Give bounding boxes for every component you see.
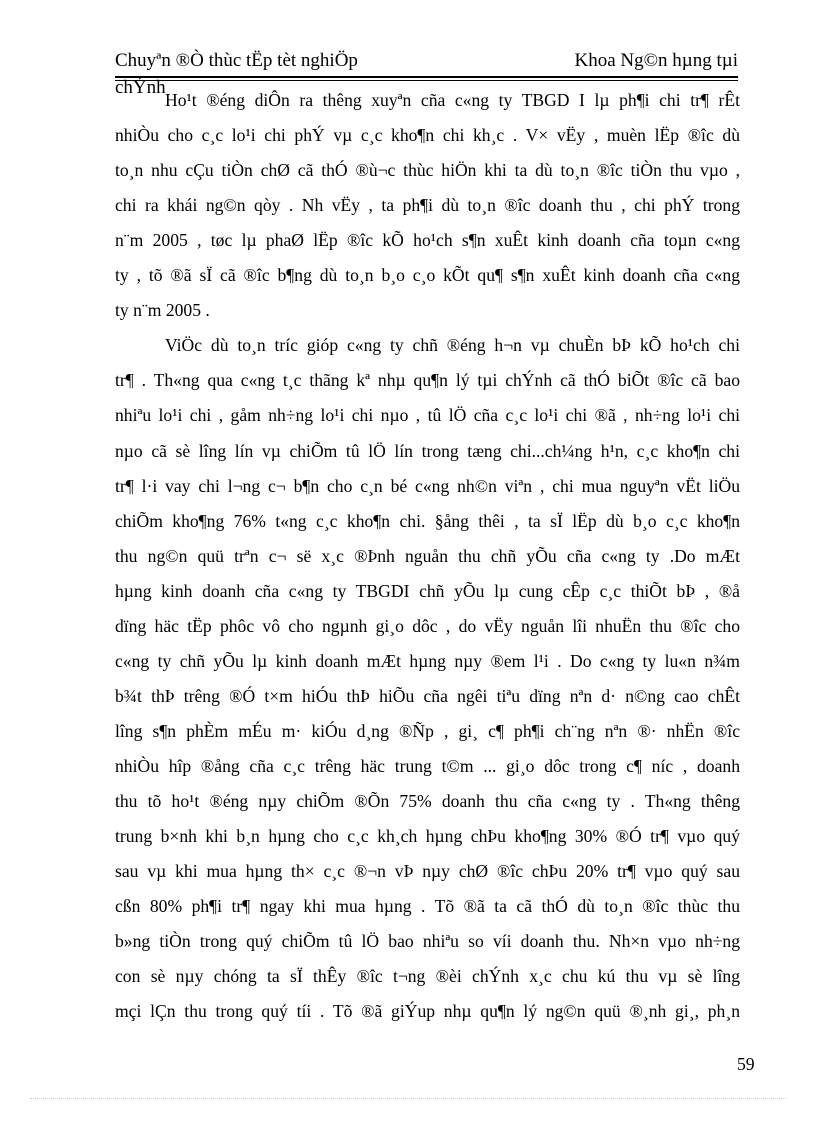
body-text-line: dïng häc tËp phôc vô cho ngµnh gi¸o dôc , do vËy nguån lîi nhuËn thu ®îc cho	[115, 615, 740, 636]
header-title-continuation: chÝnh	[115, 77, 166, 98]
body-text-line: con sè nµy chóng ta sÏ thÊy ®îc t¬ng ®èi chÝnh x¸c chu kú thu vµ sè lîng	[115, 966, 740, 987]
body-text-line: chi ra khái ng©n qòy . Nh vËy , ta ph¶i dù to¸n ®îc doanh thu , chi phÝ trong	[115, 195, 740, 216]
body-text-line: tr¶ . Th«ng qua c«ng t¸c thãng kª nhµ qu¶n lý tµi chÝnh cã thÓ biÕt ®îc cã bao	[115, 370, 740, 391]
body-text-line: tr¶ l·i vay chi l¬ng c¬ b¶n cho c¸n bé c«ng nh©n viªn , chi mua nguyªn vËt liÖu	[115, 475, 740, 496]
page-bottom-divider	[30, 1098, 786, 1099]
page-number: 59	[737, 1054, 755, 1074]
body-text-line: Ho¹t ®éng diÔn ra thêng xuyªn cña c«ng ty TBGD I lµ ph¶i chi tr¶ rÊt	[165, 90, 740, 110]
body-text-line: mçi lÇn thu trong quý tíi . Tõ ®ã giÝup nhµ qu¶n lý ng©n quü ®¸nh gi¸, ph¸n	[115, 1001, 740, 1022]
body-text-line: b¾t thÞ trêng ®Ó t×m hiÓu thÞ hiÕu cña ngêi tiªu dïng nªn d· n©ng cao chÊt	[115, 685, 740, 706]
body-text-line: nhiÒu hîp ®ång cña c¸c trêng häc trung t©m ... gi¸o dôc trong c¶ níc , doanh	[115, 755, 740, 776]
body-text-line: n¨m 2005 , tøc lµ phaØ lËp ®îc kÕ ho¹ch s¶n xuÊt kinh doanh cña toµn c«ng	[115, 230, 740, 251]
body-text-line: ViÖc dù to¸n tríc gióp c«ng ty chñ ®éng h¬n vµ chuÈn bÞ kÕ ho¹ch chi	[165, 335, 740, 356]
body-text-line: hµng kinh doanh cña c«ng ty TBGDI chñ yÕu lµ cung cÊp c¸c thiÕt bÞ , ®å	[115, 580, 740, 601]
body-text-line: nhiÒu cho c¸c lo¹i chi phÝ vµ c¸c kho¶n chi kh¸c . V× vËy , muèn lËp ®îc dù	[115, 125, 740, 146]
body-text-line: trung b×nh khi b¸n hµng cho c¸c kh¸ch hµng chÞu kho¶ng 30% ®Ó tr¶ vµo quý	[115, 826, 740, 847]
header-rule-thin	[115, 80, 738, 81]
body-text-line: nµo cã sè lîng lín vµ chiÕm tû lÖ lín trong tæng chi...ch¼ng h¹n, c¸c kho¶n chi	[115, 440, 740, 461]
body-text-line: cßn 80% ph¶i tr¶ ngay khi mua hµng . Tõ ®ã ta cã thÓ dù to¸n ®îc thùc thu	[115, 896, 740, 917]
body-text-line: chiÕm kho¶ng 76% t«ng c¸c kho¶n chi. §ång thêi , ta sÏ lËp dù b¸o c¸c kho¶n	[115, 510, 740, 531]
body-text-line: c«ng ty chñ yÕu lµ kinh doanh mÆt hµng nµy ®em l¹i . Do c«ng ty lu«n n¾m	[115, 650, 740, 671]
body-text-line: ty , tõ ®ã sÏ cã ®îc b¶ng dù to¸n b¸o c¸o kÕt qu¶ s¶n xuÊt kinh doanh cña c«ng	[115, 265, 740, 286]
body-text-line: b»ng tiÒn trong quý chiÕm tû lÖ bao nhiªu so víi doanh thu. Nh×n vµo nh÷ng	[115, 931, 740, 952]
body-text-line: thu tõ ho¹t ®éng nµy chiÕm ®Õn 75% doanh thu cña c«ng ty . Th«ng thêng	[115, 791, 740, 811]
header-title-left: Chuyªn ®Ò thùc tËp tèt nghiÖp	[115, 50, 358, 71]
header-title-right: Khoa Ng©n hµng tµi	[574, 50, 738, 71]
header-rule-thick	[115, 76, 738, 78]
body-text-line: lîng s¶n phÈm mÉu m· kiÓu d¸ng ®Ñp , gi¸ c¶ ph¶i ch¨ng nªn ®· nhËn ®îc	[115, 720, 740, 741]
body-text-line: to¸n nhu cÇu tiÒn chØ cã thÓ ®ù¬c thùc hiÖn khi ta dù to¸n ®îc tiÒn thu vµo ,	[115, 160, 740, 181]
body-text-line: sau vµ khi mua hµng th× c¸c ®¬n vÞ nµy chØ ®îc chÞu 20% tr¶ vµo quý sau	[115, 861, 740, 882]
body-text-line: thu ng©n quü trªn c¬ së x¸c ®Þnh nguån thu chñ yÕu cña c«ng ty .Do mÆt	[115, 545, 740, 566]
body-text-line: nhiªu lo¹i chi , gåm nh÷ng lo¹i chi nµo , tû lÖ cña c¸c lo¹i chi ®ã , nh÷ng lo¹i chi	[115, 405, 740, 426]
body-text-line: ty n¨m 2005 .	[115, 300, 210, 321]
